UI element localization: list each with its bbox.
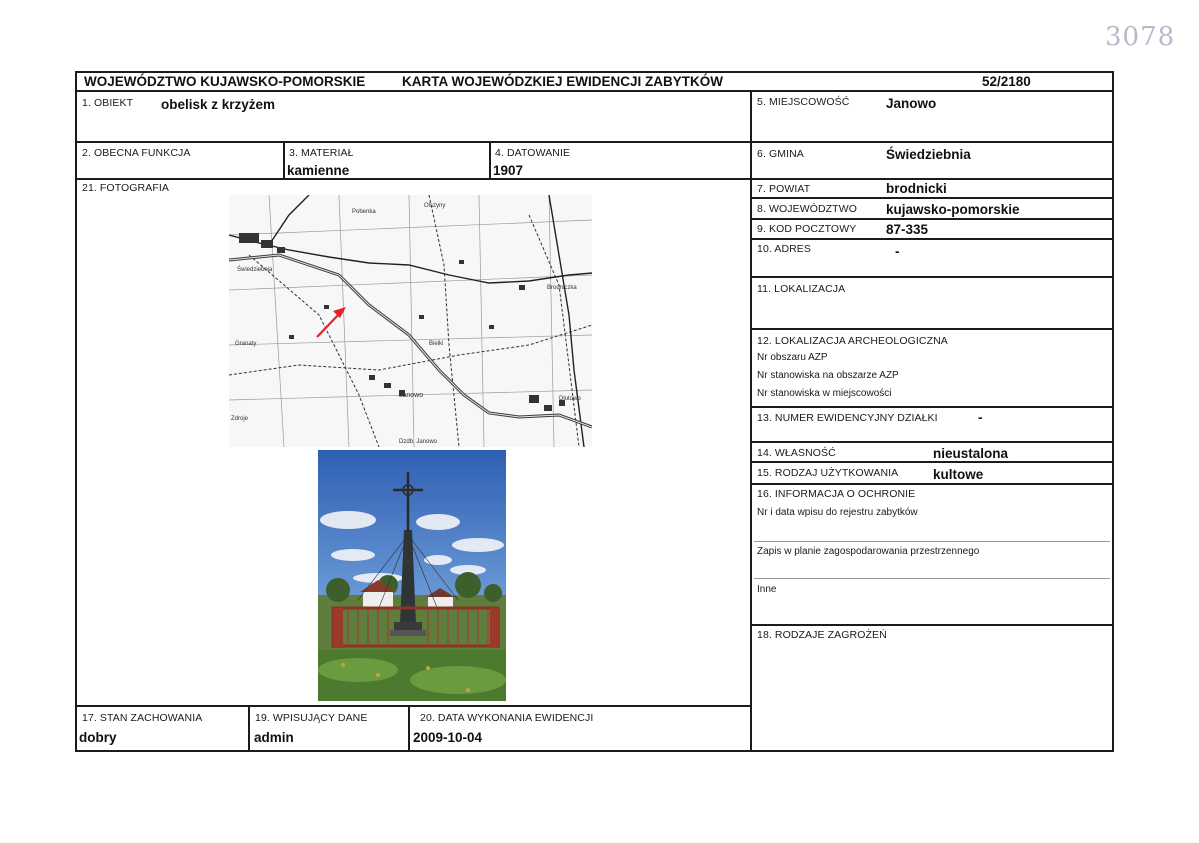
label-kod: 9. KOD POCZTOWY (757, 223, 857, 235)
label-stan: 17. STAN ZACHOWANIA (82, 712, 203, 724)
value-wojewodztwo: kujawsko-pomorskie (886, 202, 1020, 217)
value-gmina: Świedziebnia (886, 147, 971, 162)
ochrona-line-inne: Inne (757, 584, 777, 595)
value-kod: 87-335 (886, 222, 929, 237)
label-zagrozenia: 18. RODZAJE ZAGROŻEŃ (757, 629, 887, 641)
map-label-swiedziebnia: Świedziebnia (237, 267, 273, 273)
field-wlasnosc (750, 441, 1114, 463)
ochrona-line-rejestr: Nr i data wpisu do rejestru zabytków (757, 507, 918, 518)
field-uzytkowanie (750, 461, 1114, 485)
label-powiat: 7. POWIAT (757, 183, 811, 195)
field-zagrozenia (750, 624, 1114, 752)
header-bar (75, 71, 1114, 92)
archeo-line-stanowisko-azp: Nr stanowiska na obszarze AZP (757, 370, 899, 381)
field-datowanie (489, 141, 752, 180)
value-data: 2009-10-04 (413, 730, 483, 745)
label-adres: 10. ADRES (757, 243, 812, 255)
map-label-zdroje: Zdroje (231, 416, 249, 422)
label-miejscowosc: 5. MIEJSCOWOŚĆ (757, 96, 850, 108)
label-wojewodztwo: 8. WOJEWÓDZTWO (757, 203, 857, 215)
region-title: WOJEWÓDZTWO KUJAWSKO-POMORSKIE (84, 74, 366, 89)
location-map (229, 195, 592, 447)
ochrona-line-plan: Zapis w planie zagospodarowania przestrzennego (757, 546, 980, 557)
label-data: 20. DATA WYKONANIA EWIDENCJI (420, 712, 594, 724)
label-fotografia: 21. FOTOGRAFIA (82, 182, 169, 194)
map-label-janowo: Janowo (399, 392, 424, 399)
label-uzytkowanie: 15. RODZAJ UŻYTKOWANIA (757, 467, 899, 479)
value-stan: dobry (79, 730, 117, 745)
label-ochrona: 16. INFORMACJA O OCHRONIE (757, 488, 916, 500)
field-obiekt (75, 90, 752, 143)
field-powiat (750, 178, 1114, 199)
field-funkcja (75, 141, 285, 180)
field-dzialka (750, 406, 1114, 443)
field-wojewodztwo (750, 197, 1114, 220)
map-label-dlutowo: Dłutowo (559, 396, 581, 402)
label-lokalizacja: 11. LOKALIZACJA (757, 283, 846, 295)
value-dzialka: - (978, 410, 983, 425)
field-adres (750, 238, 1114, 278)
obelisk-photo (318, 450, 506, 701)
value-datowanie: 1907 (493, 163, 524, 178)
value-miejscowosc: Janowo (886, 96, 937, 111)
map-label-granaty: Granaty (235, 341, 257, 347)
value-obiekt: obelisk z krzyżem (161, 97, 276, 112)
label-obiekt: 1. OBIEKT (82, 97, 134, 109)
ochrona-divider-1 (754, 541, 1110, 542)
field-wpisujacy (248, 705, 410, 752)
label-gmina: 6. GMINA (757, 148, 804, 160)
field-miejscowosc (750, 90, 1114, 143)
value-adres: - (895, 244, 900, 259)
value-powiat: brodnicki (886, 181, 947, 196)
map-label-bielki: Bielki (429, 341, 444, 347)
value-wlasnosc: nieustalona (933, 446, 1009, 461)
label-material: 3. MATERIAŁ (289, 147, 354, 159)
archeo-line-stanowisko-miejscowosc: Nr stanowiska w miejscowości (757, 388, 892, 399)
label-wlasnosc: 14. WŁASNOŚĆ (757, 447, 836, 459)
label-dzialka: 13. NUMER EWIDENCYJNY DZIAŁKI (757, 412, 938, 424)
map-label-brodniczka: Brodniczka (547, 285, 577, 291)
field-material (283, 141, 491, 180)
label-archeo: 12. LOKALIZACJA ARCHEOLOGICZNA (757, 335, 948, 347)
field-data (408, 705, 752, 752)
field-kod (750, 218, 1114, 240)
field-archeo (750, 328, 1114, 408)
card-number: 52/2180 (982, 74, 1031, 89)
card-title: KARTA WOJEWÓDZKIEJ EWIDENCJI ZABYTKÓW (402, 74, 723, 89)
value-wpisujacy: admin (254, 730, 294, 745)
label-funkcja: 2. OBECNA FUNKCJA (82, 147, 191, 159)
label-wpisujacy: 19. WPISUJĄCY DANE (255, 712, 368, 724)
field-gmina (750, 141, 1114, 180)
map-label-pobenka: Pobenka (352, 209, 376, 215)
value-uzytkowanie: kultowe (933, 467, 984, 482)
archeo-line-azp: Nr obszaru AZP (757, 352, 828, 363)
field-stan (75, 705, 250, 752)
field-lokalizacja (750, 276, 1114, 330)
ochrona-divider-2 (754, 578, 1110, 579)
field-ochrona (750, 483, 1114, 626)
handwritten-archive-number: 3078 (1105, 22, 1176, 52)
map-label-dz-janowo: Dzdb. Janowo (399, 439, 438, 445)
map-label-olszyny: Olszyny (424, 203, 446, 209)
label-datowanie: 4. DATOWANIE (495, 147, 571, 159)
value-material: kamienne (287, 163, 350, 178)
